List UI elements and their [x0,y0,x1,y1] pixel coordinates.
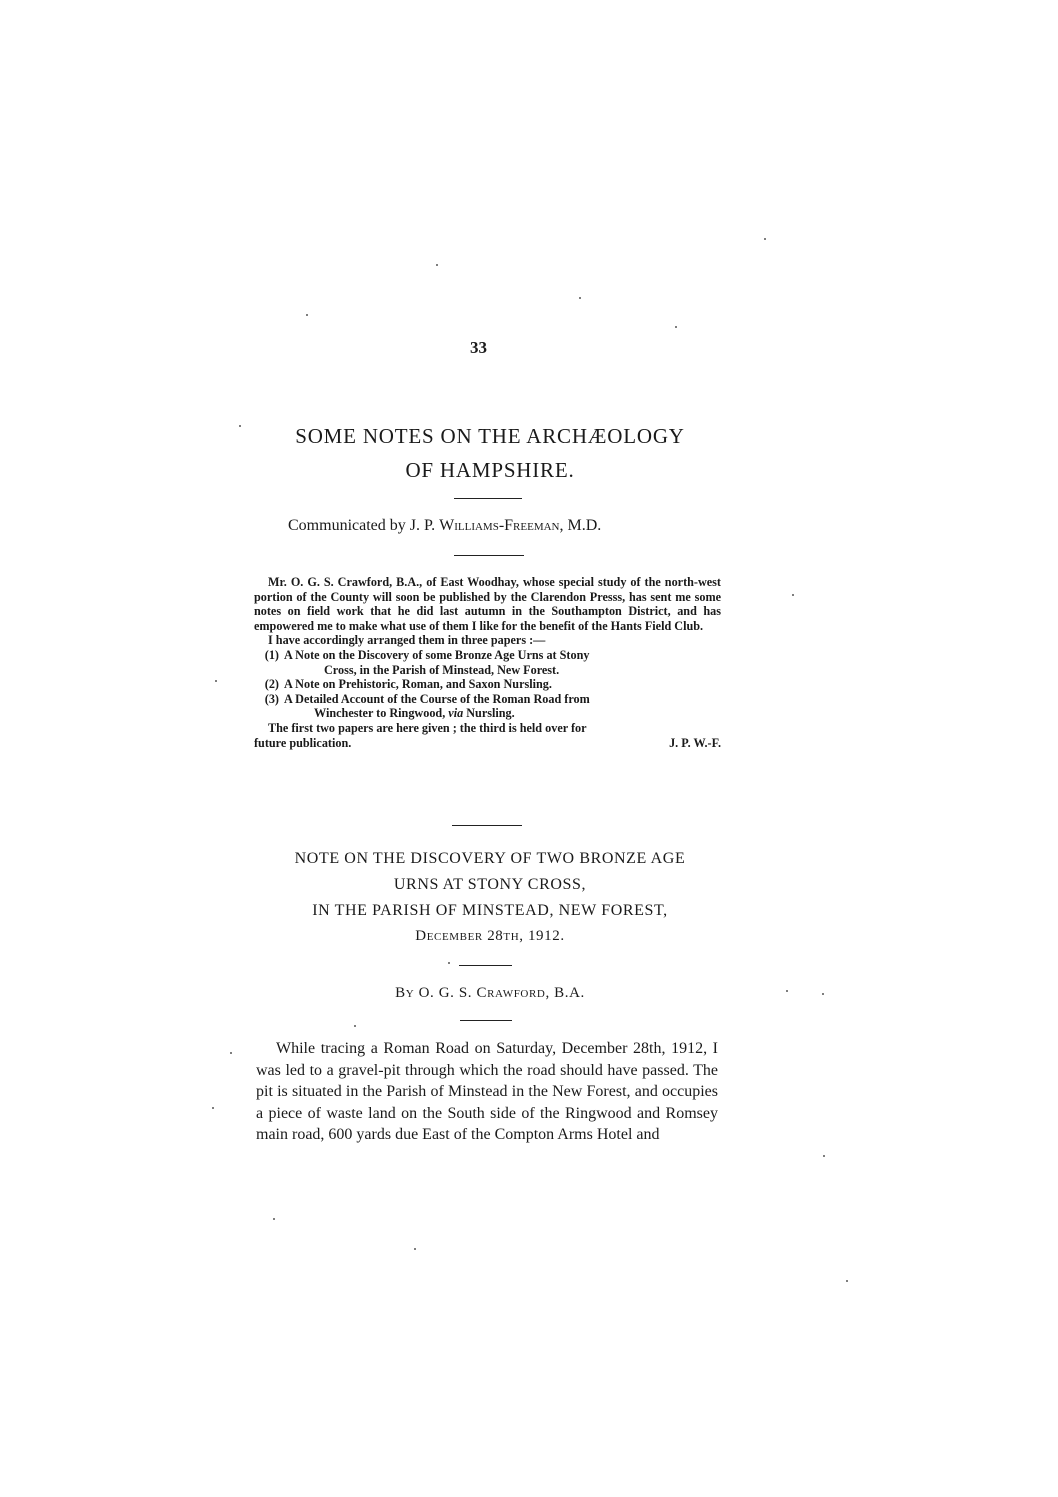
scan-speck [230,1052,232,1054]
scan-speck [414,1248,416,1250]
list-item-text: A Detailed Account of the Course of the Roman Road from [284,691,590,706]
byline-surname: Crawford [476,985,546,1001]
note-date: December 28th, 1912. [415,928,565,944]
scan-speck [579,297,581,299]
scan-speck [823,1155,825,1157]
scan-speck [215,680,217,682]
date-rule [459,965,512,966]
scan-speck [306,314,308,316]
byline-by: By [395,985,415,1001]
scan-speck [822,993,824,995]
scan-speck [846,1280,848,1282]
list-item-text: A Note on Prehistoric, Roman, and Saxon Nursling. [284,677,552,692]
list-item-continuation-end: Nursling. [463,706,515,721]
communicated-rule [454,555,524,556]
communicated-suffix: , M.D. [559,517,602,534]
title-rule [454,498,522,499]
intro-closing-end: future publication. [254,735,352,750]
page-number: 33 [470,338,487,357]
scan-speck [675,326,677,328]
byline-rule [460,1020,512,1021]
list-item [254,692,721,721]
list-item-continuation: Winchester to Ringwood, [314,706,449,721]
byline-degree: , B.A. [545,985,585,1001]
note-heading-line-1: NOTE ON THE DISCOVERY OF TWO BRONZE AGE [294,850,686,867]
scan-speck [448,962,450,964]
editor-signature: J. P. W.-F. [669,735,721,750]
article-title-line-2: OF HAMPSHIRE. [405,458,575,482]
communicated-name: Williams-Freeman [439,517,560,534]
list-item [254,648,721,677]
intro-arranged: I have accordingly arranged them in three papers :— [268,633,546,648]
communicated-prefix: Communicated by J. P. [288,517,440,534]
scan-speck [786,990,788,992]
list-item [254,677,721,692]
scan-speck [273,1218,275,1220]
scan-speck [436,264,438,266]
list-item-continuation: Cross, in the Parish of Minstead, New Forest. [324,662,560,677]
editor-introduction [254,575,721,750]
list-item-emphasis: via [448,706,464,721]
communicated-by [240,517,800,535]
scan-speck [792,594,794,596]
intro-rule [452,825,522,826]
list-item-number: (2) [264,677,279,692]
intro-paragraph: Mr. O. G. S. Crawford, B.A., of East Woodhay, whose special study of the north-west portion of the County will soon be published by the Clarendon Presss, has sent me some notes on field work that he did last autumn in the Southampton District, and has empowered me to make what use of them I like for the benefit of the Hants Field Club. [254,575,721,633]
byline [240,985,740,1002]
intro-closing: The first two papers are here given ; the third is held over for [268,720,587,735]
list-item-number: (1) [264,647,279,662]
body-paragraph: While tracing a Roman Road on Saturday, December 28th, 1912, I was led to a gravel-pit through which the road should have passed. The pit is situated in the Parish of Minstead in the New Forest, and occupies a piece of waste land on the South side of the Ringwood and Romsey main road, 600 yards due East of the Compton Arms Hotel and [256,1040,718,1143]
byline-author: O. G. S. [414,985,477,1001]
scan-speck [212,1107,214,1109]
note-heading-line-2: URNS AT STONY CROSS, [393,876,587,893]
list-item-text: A Note on the Discovery of some Bronze Age Urns at Stony [284,647,590,662]
note-heading-line-3: IN THE PARISH OF MINSTEAD, NEW FOREST, [312,902,668,919]
body-text [256,1038,718,1146]
list-item-number: (3) [264,691,279,706]
article-title-line-1: SOME NOTES ON THE ARCHÆOLOGY [295,424,685,448]
scan-speck [764,238,766,240]
scan-speck [354,1025,356,1027]
